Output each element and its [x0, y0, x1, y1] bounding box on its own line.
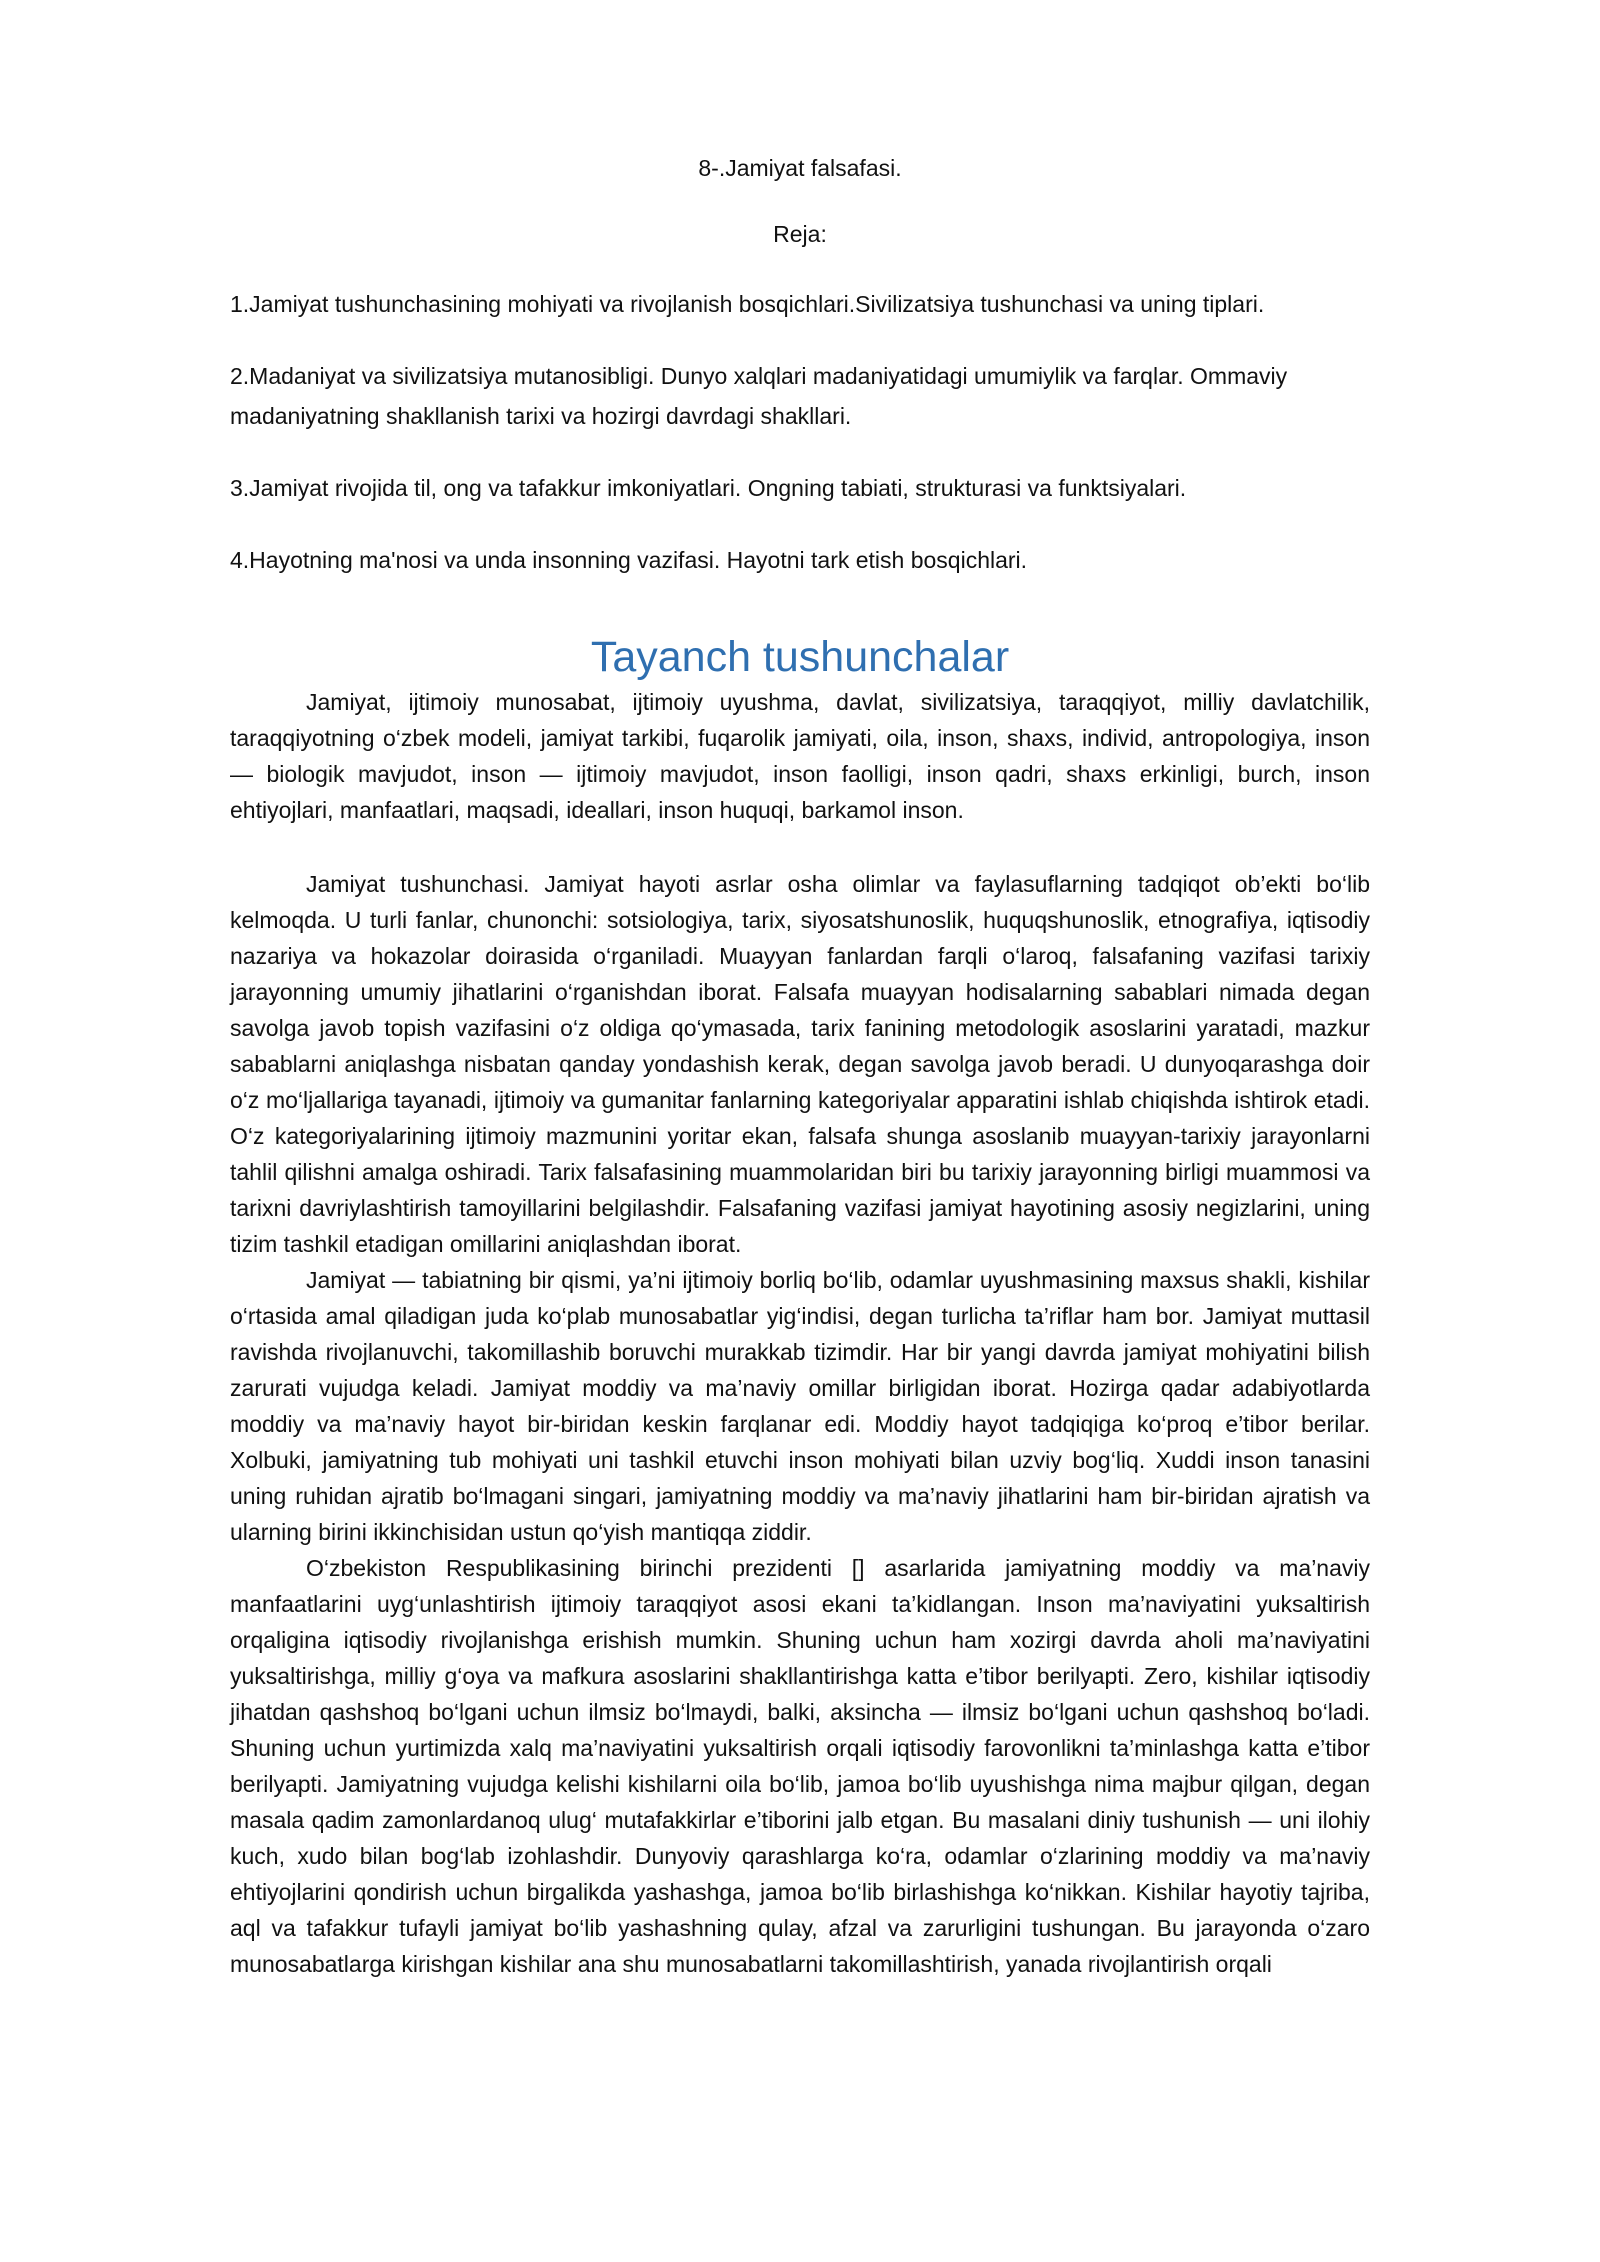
plan-list — [230, 284, 1370, 580]
plan-item: 1.Jamiyat tushunchasining mohiyati va rivojlanish bosqichlari.Sivilizatsiya tushunchasi va uning tiplari. — [230, 291, 1265, 317]
plan-item: 2.Madaniyat va sivilizatsiya mutanosibligi. Dunyo xalqlari madaniyatidagi umumiylik va farqlar. Ommaviy madaniyatning shakllanish tarixi va hozirgi davrdagi shakllari. — [230, 363, 1288, 429]
paragraph-gap — [230, 828, 1370, 866]
plan-item: 4.Hayotning ma'nosi va unda insonning vazifasi. Hayotni tark etish bosqichlari. — [230, 547, 1028, 573]
document-content — [230, 150, 1370, 1982]
keywords-heading: Tayanch tushunchalar — [590, 633, 1010, 681]
plan-item: 3.Jamiyat rivojida til, ong va tafakkur imkoniyatlari. Ongning tabiati, strukturasi va funktsiyalari. — [230, 475, 1187, 501]
body-paragraph: Jamiyat — tabiatning bir qismi, ya’ni ijtimoiy borliq bo‘lib, odamlar uyushmasining maxsus shakli, kishilar o‘rtasida amal qiladigan juda ko‘plab munosabatlar yig‘indisi, degan turlicha ta’riflar ham bor. Jamiyat muttasil ravishda rivojlanuvchi, takomillashib boruvchi murakkab tizimdir. Har bir yangi davrda jamiyat mohiyatini bilish zarurati vujudga keladi. Jamiyat moddiy va ma’naviy omillar birligidan iborat. Hozirga qadar adabiyotlarda moddiy va ma’naviy hayot bir-biridan keskin farqlanar edi. Moddiy hayot tadqiqiga ko‘proq e’tibor berilar. Xolbuki, jamiyatning tub mohiyati uni tashkil etuvchi inson mohiyati bilan uzviy bog‘liq. Xuddi inson tanasini uning ruhidan ajratib bo‘lmagani singari, jamiyatning moddiy va ma’naviy jihatlarini ham bir-biridan ajratish va ularning birini ikkinchisidan ustun qo‘yish mantiqqa ziddir. — [230, 1267, 1370, 1545]
body-paragraph: Jamiyat tushunchasi. Jamiyat hayoti asrlar osha olimlar va faylasuflarning tadqiqot ob’ekti bo‘lib kelmoqda. U turli fanlar, chunonchi: sotsiologiya, tarix, siyosatshunoslik, huquqshunoslik, etnografiya, iqtisodiy nazariya va hokazolar doirasida o‘rganiladi. Muayyan fanlardan farqli o‘laroq, falsafaning vazifasi tarixiy jarayonning umumiy jihatlarini o‘rganishdan iborat. Falsafa muayyan hodisalarning sabablari nimada degan savolga javob topish vazifasini o‘z oldiga qo‘ymasada, tarix fanining metodologik asoslarini yaratadi, mazkur sabablarni aniqlashga nisbatan qanday yondashish kerak, degan savolga javob beradi. U dunyoqarashga doir o‘z mo‘ljallariga tayanadi, ijtimoiy va gumanitar fanlarning kategoriyalar apparatini ishlab chiqishda ishtirok etadi. O‘z kategoriyalarining ijtimoiy mazmunini yoritar ekan, falsafa shunga asoslanib muayyan-tarixiy jarayonlarni tahlil qilishni amalga oshiradi. Tarix falsafasining muammolaridan biri bu tarixiy jarayonning birligi muammosi va tarixni davriylashtirish tamoyillarini belgilashdir. Falsafaning vazifasi jamiyat hayotining asosiy negizlarini, uning tizim tashkil etadigan omillarini aniqlashdan iborat. — [230, 871, 1370, 1257]
document-title: 8-.Jamiyat falsafasi. — [698, 155, 902, 181]
plan-label: Reja: — [773, 221, 827, 247]
body-paragraph: O‘zbekiston Respublikasining birinchi prezidenti [] asarlarida jamiyatning moddiy va ma’naviy manfaatlarini uyg‘unlashtirish ijtimoiy taraqqiyot asosi ekani ta’kidlangan. Inson ma’naviyatini yuksaltirish orqaligina iqtisodiy rivojlanishga erishish mumkin. Shuning uchun ham xozirgi davrda aholi ma’naviyatini yuksaltirishga, milliy g‘oya va mafkura asoslarini shakllantirishga katta e’tibor berilyapti. Zero, kishilar iqtisodiy jihatdan qashshoq bo‘lgani uchun ilmsiz bo‘lmaydi, balki, aksincha — ilmsiz bo‘lgani uchun qashshoq bo‘ladi. Shuning uchun yurtimizda xalq ma’naviyatini yuksaltirish orqali iqtisodiy farovonlikni ta’minlashga katta e’tibor berilyapti. Jamiyatning vujudga kelishi kishilarni oila bo‘lib, jamoa bo‘lib uyushishga nima majbur qilgan, degan masala qadim zamonlardanoq ulug‘ mutafakkirlar e’tiborini jalb etgan. Bu masalani diniy tushunish — uni ilohiy kuch, xudo bilan bog‘lab izohlashdir. Dunyoviy qarashlarga ko‘ra, odamlar o‘zlarining moddiy va ma’naviy ehtiyojlarini qondirish uchun birgalikda yashashga, jamoa bo‘lib birlashishga ko‘nikkan. Kishilar hayotiy tajriba, aql va tafakkur tufayli jamiyat bo‘lib yashashning qulay, afzal va zarurligini tushungan. Bu jarayonda o‘zaro munosabatlarga kirishgan kishilar ana shu munosabatlarni takomillashtirish, yanada rivojlantirish orqali — [230, 1555, 1370, 1977]
keywords-paragraph: Jamiyat, ijtimoiy munosabat, ijtimoiy uyushma, davlat, sivilizatsiya, taraqqiyot, milliy davlatchilik, taraqqiyotning o‘zbek modeli, jamiyat tarkibi, fuqarolik jamiyati, oila, inson, shaxs, individ, antropologiya, inson — biologik mavjudot, inson — ijtimoiy mavjudot, inson faolligi, inson qadri, shaxs erkinligi, burch, inson ehtiyojlari, manfaatlari, maqsadi, ideallari, inson huquqi, barkamol inson. — [230, 689, 1370, 823]
